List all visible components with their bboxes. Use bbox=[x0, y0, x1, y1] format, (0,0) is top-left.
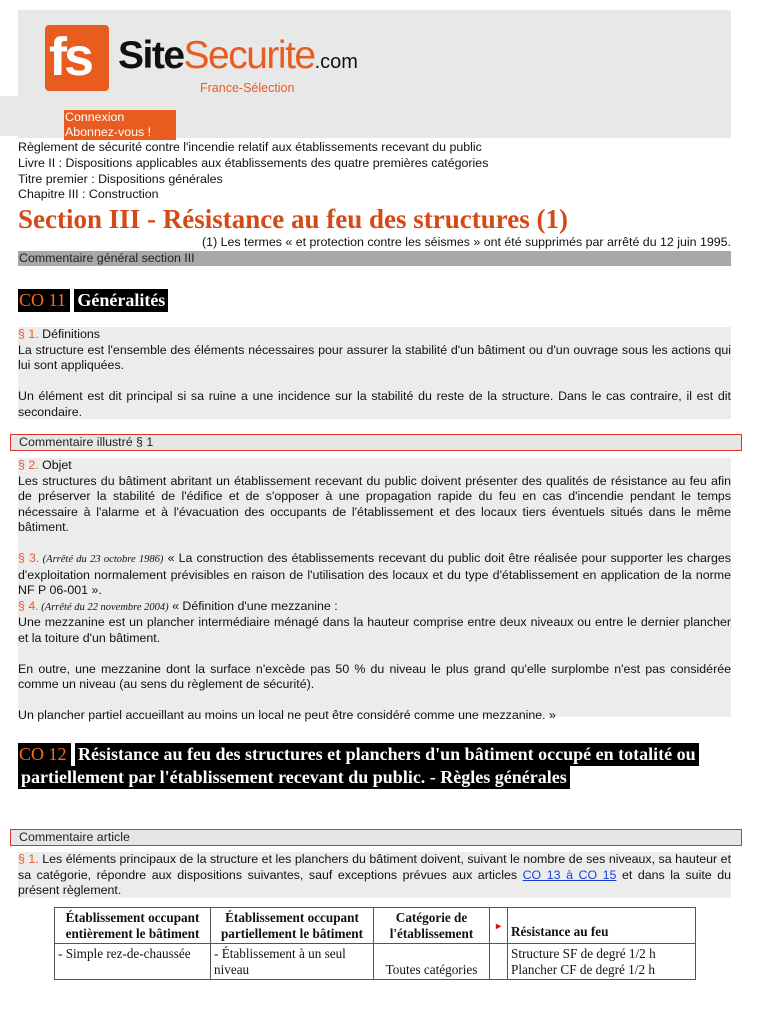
breadcrumb-chapitre[interactable]: Chapitre III : Construction bbox=[18, 187, 159, 201]
co11-para-1-block bbox=[18, 327, 731, 419]
logo-mark[interactable]: fs bbox=[45, 25, 109, 91]
mezzanine-partial-floor: Un plancher partiel accueillant au moins un local ne peut être considéré comme une mezzanine. » bbox=[18, 708, 556, 722]
co11-title: Généralités bbox=[74, 289, 168, 312]
logo-tagline: France-Sélection bbox=[200, 81, 295, 95]
section-footnote: (1) Les termes « et protection contre les séismes » ont été supprimés par arrêté du 12 juin 1995. bbox=[202, 235, 731, 249]
expand-arrow-icon[interactable]: ▸ bbox=[490, 908, 508, 944]
section-title: Section III - Résistance au feu des structures (1) bbox=[18, 204, 568, 234]
co11-para-3: § 3. (Arrêté du 23 octobre 1986) « La construction des établissements recevant du public doit être réalisée pour supporter les charges d'exploitation normalement prévisibles en raison de l'utilisation des locaux et du type d'établissement en application de la norme NF P 06-001 ». bbox=[18, 551, 731, 597]
table-cell: - Simple rez-de-chaussée bbox=[55, 944, 211, 980]
login-link[interactable]: Connexion bbox=[64, 110, 176, 125]
site-logo[interactable]: SiteSecurite.com bbox=[118, 34, 358, 77]
paragraph-number: § 1. bbox=[18, 327, 39, 341]
breadcrumb-livre[interactable]: Livre II : Dispositions applicables aux établissements des quatre premières catégories bbox=[18, 156, 489, 170]
decree-date: (Arrêté du 22 novembre 2004) bbox=[38, 601, 169, 613]
co13-co15-link[interactable]: CO 13 à CO 15 bbox=[522, 867, 617, 882]
co11-para-2-4-block bbox=[18, 458, 731, 722]
paragraph-number: § 4. bbox=[18, 598, 39, 613]
table-header-row bbox=[55, 908, 696, 944]
co11-number: CO 11 bbox=[18, 289, 70, 312]
table-cell: Toutes catégories bbox=[374, 944, 490, 980]
mezzanine-definition: Une mezzanine est un plancher intermédiaire ménagé dans la hauteur comprise entre deux niveaux ou entre le dernier plancher et la toiture d'un bâtiment. bbox=[18, 615, 731, 645]
co11-para-1: § 1. Définitions bbox=[18, 327, 100, 341]
table-row bbox=[55, 944, 696, 980]
co11-para-2: § 2. Objet bbox=[18, 458, 72, 472]
paragraph-number: § 2. bbox=[18, 458, 39, 472]
co12-number: CO 12 bbox=[18, 743, 71, 766]
subscribe-link[interactable]: Abonnez-vous ! bbox=[64, 125, 176, 140]
table-cell: - Établissement à un seul niveau bbox=[211, 944, 374, 980]
paragraph-number: § 1. bbox=[18, 852, 39, 866]
table-cell bbox=[490, 944, 508, 980]
mezzanine-surface: En outre, une mezzanine dont la surface n'excède pas 50 % du niveau le plus grand qu'elle surplombe n'est pas considérée comme un niveau (au sens du règlement de sécurité). bbox=[18, 661, 731, 691]
decree-date: (Arrêté du 23 octobre 1986) bbox=[39, 554, 164, 565]
co11-para-4: § 4. (Arrêté du 22 novembre 2004) « Définition d'une mezzanine : bbox=[18, 598, 338, 613]
element-definition: Un élément est dit principal si sa ruine a une incidence sur la stabilité du reste de la structure. Dans le cas contraire, il est dit secondaire. bbox=[18, 389, 731, 419]
article-comment-bar[interactable]: Commentaire article bbox=[10, 829, 742, 846]
fire-resistance-table bbox=[54, 907, 696, 980]
paragraph-number: § 3. bbox=[18, 551, 40, 565]
column-header: Résistance au feu bbox=[508, 908, 696, 944]
general-comment-bar[interactable]: Commentaire général section III bbox=[18, 251, 731, 266]
co12-para-1: § 1. Les éléments principaux de la structure et les planchers du bâtiment doivent, suivant le nombre de ses niveaux, sa hauteur et sa catégorie, répondre aux dispositions suivantes, sauf exceptions prévues aux articles CO 13 à CO 15 et dans la suite du présent règlement. bbox=[18, 852, 732, 897]
column-header: Établissement occupant entièrement le bâtiment bbox=[55, 908, 211, 944]
structure-definition: La structure est l'ensemble des éléments nécessaires pour assurer la stabilité d'un bâtiment ou d'un ouvrage sous les actions qui lui sont appliquées. bbox=[18, 342, 731, 372]
co11-heading bbox=[18, 289, 168, 312]
left-strip bbox=[0, 96, 18, 136]
co12-heading bbox=[18, 743, 731, 789]
table-cell: Structure SF de degré 1/2 h Plancher CF de degré 1/2 h bbox=[508, 944, 696, 980]
breadcrumb-rule[interactable]: Règlement de sécurité contre l'incendie relatif aux établissements recevant du public bbox=[18, 140, 482, 154]
column-header: Établissement occupant partiellement le bâtiment bbox=[211, 908, 374, 944]
co12-title: Résistance au feu des structures et planchers d'un bâtiment occupé en totalité ou partiellement par l'établissement recevant du public. - Règles générales bbox=[18, 743, 699, 789]
illustrated-comment-bar[interactable]: Commentaire illustré § 1 bbox=[10, 434, 742, 451]
breadcrumb-titre[interactable]: Titre premier : Dispositions générales bbox=[18, 172, 223, 186]
co12-para-1-block bbox=[18, 852, 731, 898]
column-header: Catégorie de l'établissement bbox=[374, 908, 490, 944]
objet-text: Les structures du bâtiment abritant un établissement recevant du public doivent présenter des qualités de résistance au feu afin de préserver la stabilité de l'édifice et de s'opposer à une propagation rapide du feu en cas d'incendie pendant le temps nécessaire à l'alarme et à l'évacuation des occupants de l'établissement et des locaux tiers éventuels situés dans le même bâtiment. bbox=[18, 473, 731, 534]
